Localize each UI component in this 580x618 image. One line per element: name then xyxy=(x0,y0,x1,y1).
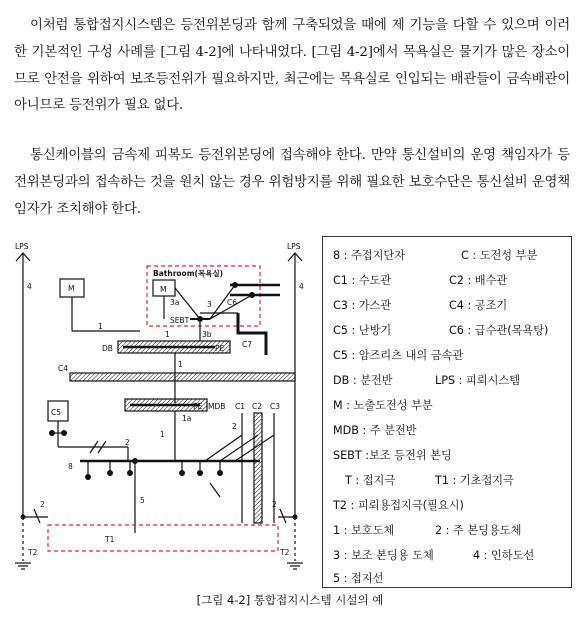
legend-row: C5 : 난방기 xyxy=(333,324,392,337)
pe-mdb-label: PE xyxy=(193,402,203,411)
label-1a: 1a xyxy=(182,414,192,423)
m-bath-label: M xyxy=(160,285,167,294)
label-1-mid: 1 xyxy=(178,360,183,369)
legend-row: T1 : 기초접지극 xyxy=(435,474,514,487)
c7-label: C7 xyxy=(242,340,253,349)
sebt-label: SEBT xyxy=(170,316,190,325)
c4-duct xyxy=(70,373,295,381)
legend-box xyxy=(322,236,572,588)
c4-label: C4 xyxy=(58,364,69,373)
mdb-label: MDB xyxy=(208,402,226,411)
t1-label: T1 xyxy=(105,535,115,544)
legend-row: MDB : 주 분전반 xyxy=(333,424,417,437)
m-left-label: M xyxy=(68,284,75,293)
c2-label: C2 xyxy=(252,402,263,411)
c3-label: C3 xyxy=(270,402,281,411)
legend-row: C2 : 배수관 xyxy=(449,274,508,287)
legend-row: 1 : 보호도체 xyxy=(333,524,395,537)
label-1-bath: 1 xyxy=(165,330,170,339)
label-2-bottom-right: 2 xyxy=(272,500,277,509)
label-2-left: 2 xyxy=(125,438,130,447)
legend-row: LPS : 피뢰시스템 xyxy=(435,374,520,387)
legend-row: 2 : 주 본딩용도체 xyxy=(435,524,522,537)
t2-left-label: T2 xyxy=(28,548,38,557)
legend-row: 3 : 보조 본딩용 도체 xyxy=(333,549,434,562)
pe-db-label: PE xyxy=(215,344,225,353)
legend-row: C4 : 공조기 xyxy=(449,299,508,312)
lps-left-label: LPS xyxy=(15,242,29,251)
figure-caption: [그림 4-2] 통합접지시스템 시설의 예 xyxy=(196,593,384,607)
t1-foundation-electrode xyxy=(48,525,278,551)
label-1-db: 1 xyxy=(98,322,103,331)
bathroom-label: Bathroom(목욕실) xyxy=(153,269,224,278)
legend-row: C5 : 암즈리츠 내의 금속관 xyxy=(333,349,464,362)
legend-row: C6 : 급수관(목욕탕) xyxy=(449,324,549,337)
label-4-left: 4 xyxy=(27,282,32,291)
legend-row: DB : 분전반 xyxy=(333,374,393,387)
legend-row: 8 : 주접지단자 xyxy=(333,249,406,262)
db-label: DB xyxy=(102,344,113,353)
legend-row: C : 도전성 부분 xyxy=(461,249,538,262)
legend-row: M : 노출도전성 부분 xyxy=(333,399,433,412)
label-2-bottom-left: 2 xyxy=(40,500,45,509)
label-3a: 3a xyxy=(170,298,180,307)
legend-row: 4 : 인하도선 xyxy=(473,549,535,562)
paragraph-2: 통신케이블의 금속제 피복도 등전위본딩에 접속해야 한다. 만약 통신설비의 운영 책임자가 등전위본딩과의 접속하는 것을 원치 않는 경우 위험방지를 위해 필요한 보호수단은 통신설비 운영책임자가 조치해야 한다. xyxy=(14,148,570,217)
legend-row: C3 : 가스관 xyxy=(333,299,392,312)
legend-row: T : 접지극 xyxy=(345,474,396,487)
label-1-mdb: 1 xyxy=(160,430,165,439)
legend-row: 5 : 접지선 xyxy=(333,572,384,585)
label-4-right: 4 xyxy=(299,282,304,291)
c1-label: C1 xyxy=(235,402,246,411)
c5-label: C5 xyxy=(51,408,62,417)
legend-row: T2 : 피뢰용접지극(필요시) xyxy=(333,499,464,512)
t2-right-label: T2 xyxy=(280,548,290,557)
paragraph-1: 이처럼 통합접지시스템은 등전위본딩과 함께 구축되었을 때에 제 기능을 다할 수 있으며 이러한 기본적인 구성 사례를 [그림 4-2]에 나타내었다. [그림 4-2]에서 목욕실은 물기가 많은 장소이므로 안전을 위하여 보조등전위가 필요하지만, 최근에는 목욕실로 인입되는 배관들이 금속배관이 아니므로 등전위가 필요 없다. xyxy=(14,18,570,114)
lps-right-label: LPS xyxy=(287,242,301,251)
legend-row: SEBT :보조 등전위 본딩 xyxy=(333,449,452,462)
label-3: 3 xyxy=(207,300,212,309)
label-3b: 3b xyxy=(202,330,212,339)
legend-row: C1 : 수도관 xyxy=(333,274,392,287)
label-8: 8 xyxy=(68,462,73,471)
grounding-system-diagram xyxy=(10,233,320,585)
label-2-c: 2 xyxy=(232,422,237,431)
label-5: 5 xyxy=(140,496,145,505)
c6-label: C6 xyxy=(227,298,238,307)
